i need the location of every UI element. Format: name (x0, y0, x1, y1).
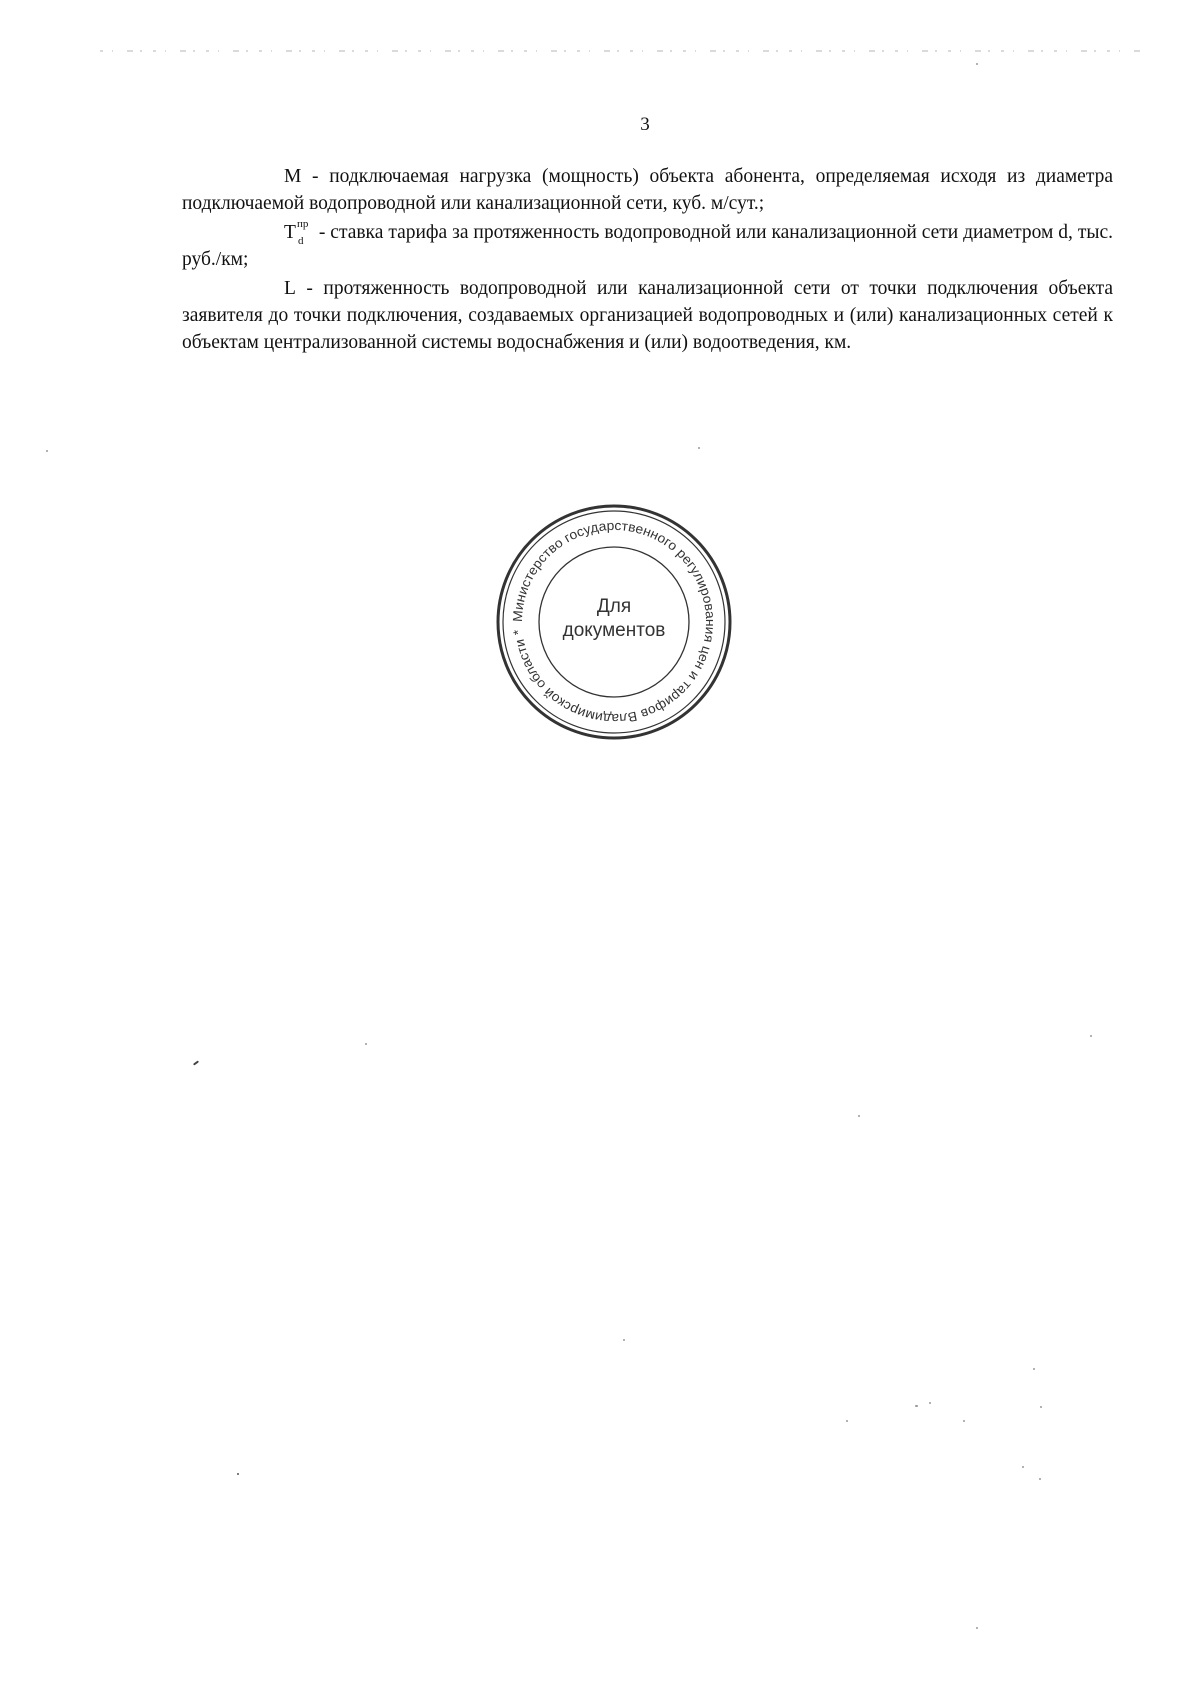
scan-speck (1090, 1035, 1092, 1037)
scan-speck (1039, 1478, 1041, 1480)
scan-speck (623, 1339, 625, 1341)
scan-speck (698, 447, 700, 449)
scan-speck (976, 1627, 978, 1629)
scan-speck (237, 1473, 239, 1475)
symbol-t (233, 219, 314, 246)
scan-speck (46, 450, 48, 452)
scan-speck (858, 1115, 860, 1117)
scan-speck (193, 1060, 199, 1065)
scan-speck (1022, 1466, 1024, 1468)
scan-speck (976, 63, 978, 65)
definition-l-text: - протяженность водопроводной или канализационной сети от точки подключения объекта заявителя до точки подключения, создаваемых организацией водопроводных и (или) канализационных сетей к объектам централизованной системы водоснабжения и (или) водоотведения, км. (182, 278, 1114, 353)
stamp-center-line-1: Для (596, 596, 632, 617)
symbol-t-subscript: d (298, 235, 304, 247)
scan-speck (365, 1043, 367, 1045)
stamp-center-text (494, 595, 734, 643)
symbol-t-superscript: пр (297, 218, 309, 230)
definition-l (182, 275, 1113, 356)
definition-m-text: - подключаемая нагрузка (мощность) объекта абонента, определяемая исходя из диаметра подключаемой водопроводной или канализационной сети, куб. м/сут.; (182, 166, 1114, 214)
scan-noise-top (100, 50, 1140, 52)
scan-speck (1033, 1368, 1035, 1370)
scan-speck (846, 1420, 848, 1422)
page-number: 3 (640, 114, 650, 135)
symbol-m: M (284, 166, 302, 187)
definition-t-text: - ставка тарифа за протяженность водопроводной или канализационной сети диаметром d, тыс. руб./км; (182, 222, 1114, 270)
stamp-center-line-2: документов (562, 620, 666, 641)
symbol-l: L (284, 278, 296, 299)
scan-speck (963, 1420, 965, 1422)
scan-speck (915, 1405, 918, 1407)
definition-m (182, 163, 1113, 217)
scan-speck (929, 1402, 931, 1404)
scan-speck (1040, 1406, 1042, 1408)
definitions-block (182, 163, 1113, 358)
definition-t (182, 219, 1113, 273)
symbol-t-base: T (284, 222, 296, 243)
official-stamp (494, 502, 734, 742)
stamp-ring-text: Министерство государственного регулирования цен и тарифов Владимирской области * (509, 517, 719, 727)
